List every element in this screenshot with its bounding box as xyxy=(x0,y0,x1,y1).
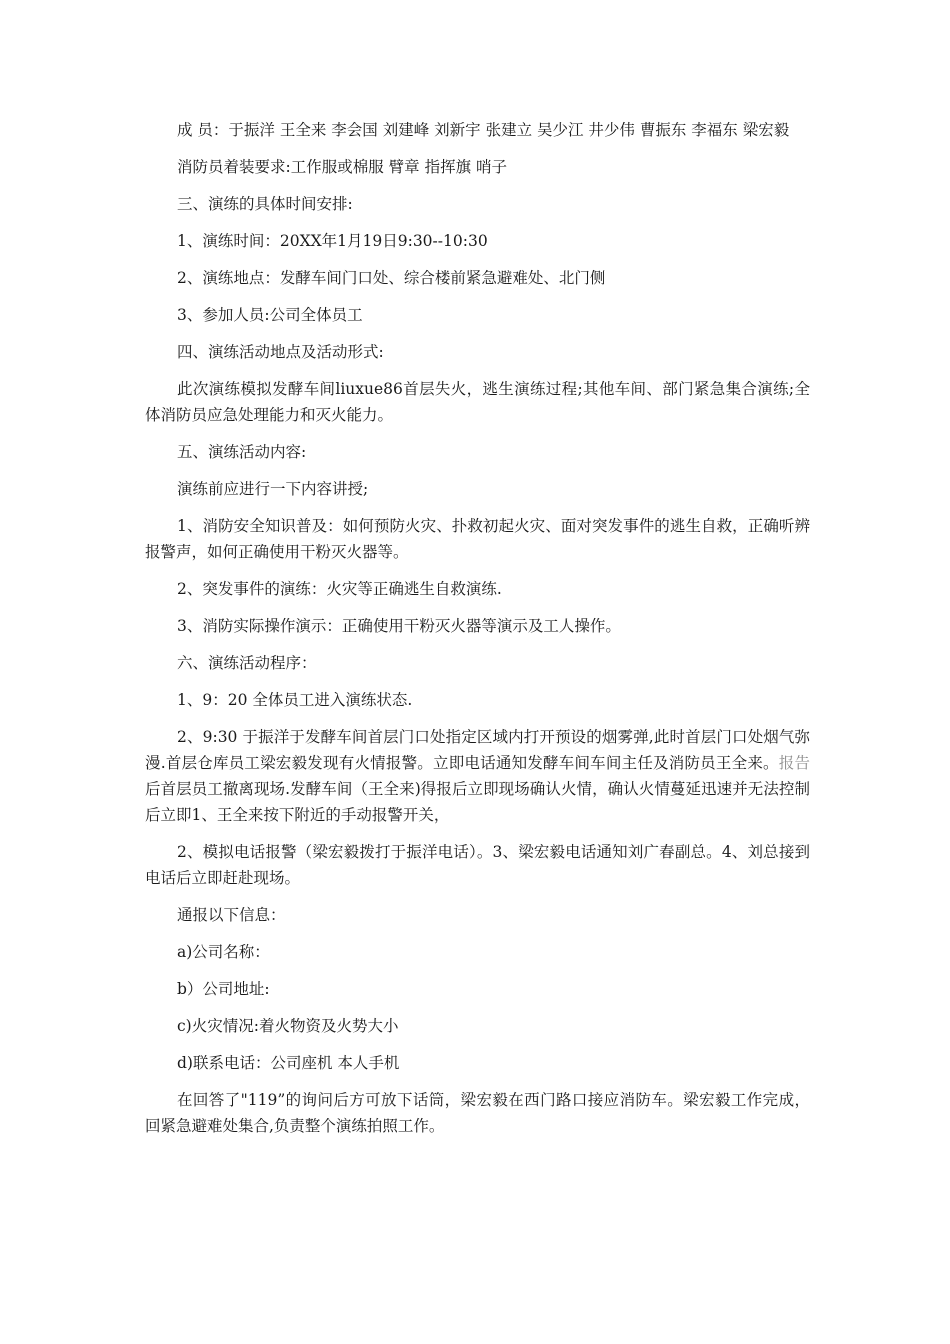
paragraph-after-119: 在回答了"119”的询问后方可放下话筒，梁宏毅在西门路口接应消防车。梁宏毅工作完成，回紧急避难处集合,负责整个演练拍照工作。 xyxy=(145,1091,810,1135)
paragraph-phone-report: 2、模拟电话报警（梁宏毅拨打于振洋电话）。3、梁宏毅电话通知刘广春副总。4、刘总接到电话后立即赶赴现场。 xyxy=(145,843,810,887)
list-item-company-address: b）公司地址: xyxy=(177,980,270,998)
paragraph-drill-time: 1、演练时间：20XX年1月19日9:30--10:30 xyxy=(177,232,488,250)
paragraph-members: 成 员：于振洋 王全来 李会国 刘建峰 刘新宇 张建立 吴少江 井少伟 曹振东 李福东 梁宏毅 xyxy=(177,121,790,139)
paragraph-pre-training: 演练前应进行一下内容讲授; xyxy=(177,480,369,498)
paragraph-step-1: 1、9：20 全体员工进入演练状态. xyxy=(177,691,413,709)
list-item-contact-phone: d)联系电话：公司座机 本人手机 xyxy=(177,1054,400,1072)
step-2-tail-text: 后首层员工撤离现场.发酵车间（王全来)得报后立即现场确认火情，确认火情蔓延迅速并无法控制后立即1、王全来按下附近的手动报警开关， xyxy=(145,780,810,824)
paragraph-drill-location: 2、演练地点：发酵车间门口处、综合楼前紧急避难处、北门侧 xyxy=(177,269,606,287)
section-heading-procedure: 六、演练活动程序： xyxy=(177,654,317,672)
paragraph-fire-knowledge: 1、消防安全知识普及：如何预防火灾、扑救初起火灾、面对突发事件的逃生自救，正确听辨报警声，如何正确使用干粉灭火器等。 xyxy=(145,517,810,561)
paragraph-operation-demo: 3、消防实际操作演示：正确使用干粉灭火器等演示及工人操作。 xyxy=(177,617,621,635)
section-heading-location-form: 四、演练活动地点及活动形式: xyxy=(177,343,384,361)
paragraph-simulation: 此次演练模拟发酵车间liuxue86首层失火，逃生演练过程;其他车间、部门紧急集合演练;全体消防员应急处理能力和灭火能力。 xyxy=(145,380,810,424)
section-heading-schedule: 三、演练的具体时间安排: xyxy=(177,195,353,213)
paragraph-step-2 xyxy=(145,724,810,828)
list-item-fire-situation: c)火灾情况:着火物资及火势大小 xyxy=(177,1017,399,1035)
step-2-muted-text: 报告 xyxy=(778,754,810,772)
paragraph-dress-code: 消防员着装要求:工作服或棉服 臂章 指挥旗 哨子 xyxy=(177,158,508,176)
section-heading-content: 五、演练活动内容: xyxy=(177,443,307,461)
paragraph-emergency-drill: 2、突发事件的演练：火灾等正确逃生自救演练. xyxy=(177,580,502,598)
paragraph-report-info: 通报以下信息： xyxy=(177,906,286,924)
paragraph-participants: 3、参加人员:公司全体员工 xyxy=(177,306,363,324)
document-body xyxy=(145,117,810,1150)
list-item-company-name: a)公司名称： xyxy=(177,943,270,961)
step-2-main-text: 2、9:30 于振洋于发酵车间首层门口处指定区域内打开预设的烟雾弹,此时首层门口处烟气弥漫.首层仓库员工梁宏毅发现有火情报警。立即电话通知发酵车间车间主任及消防员王全来。 xyxy=(145,728,810,772)
